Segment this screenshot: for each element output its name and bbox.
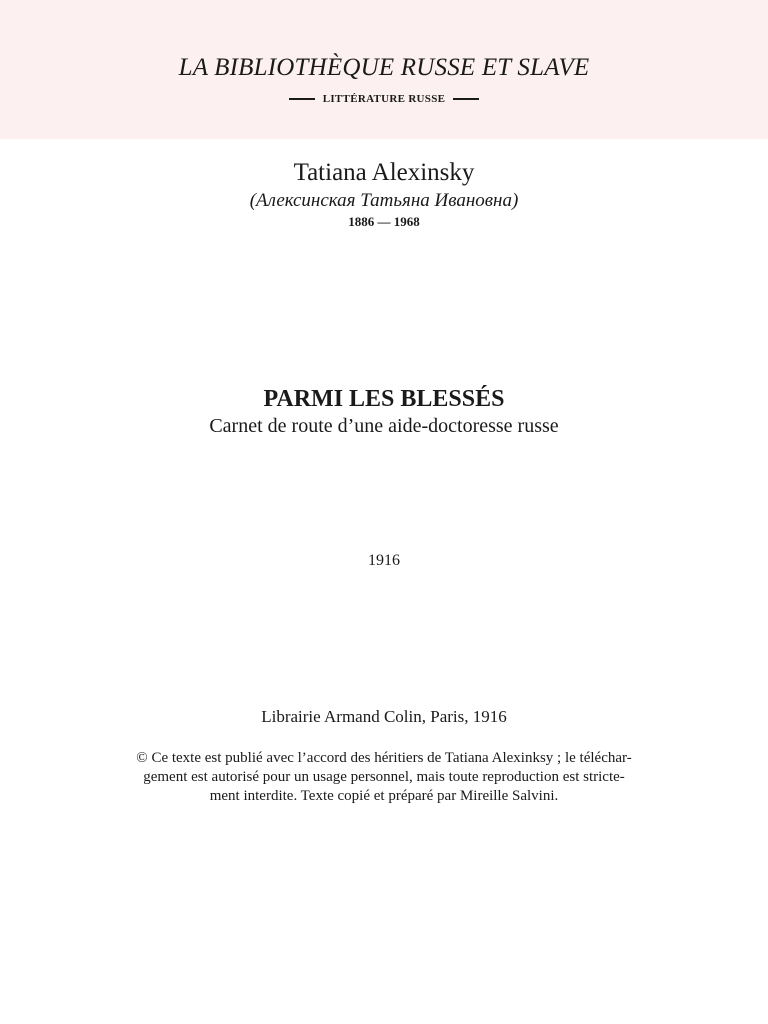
- series-title: LA BIBLIOTHÈQUE RUSSE ET SLAVE: [178, 54, 590, 81]
- copyright-line: ment interdite. Texte copié et préparé par Mireille Salvini.: [209, 788, 559, 804]
- copyright-notice: [80, 749, 688, 806]
- copyright-line: gement est autorisé pour un usage personnel, mais toute reproduction est stricte-: [143, 769, 625, 785]
- book-title: PARMI LES BLESSÉS: [263, 386, 505, 412]
- author-lifespan: 1886 — 1968: [348, 214, 420, 229]
- left-dash-rule: [289, 98, 315, 100]
- right-dash-rule: [453, 98, 479, 100]
- copyright-line: © Ce texte est publié avec l’accord des héritiers de Tatiana Alexinksy ; le téléchar-: [136, 750, 632, 766]
- author-name: Tatiana Alexinsky: [293, 159, 475, 186]
- publisher-line: Librairie Armand Colin, Paris, 1916: [261, 707, 507, 726]
- subseries-heading: [0, 92, 768, 106]
- subseries-label: LITTÉRATURE RUSSE: [322, 93, 446, 105]
- publication-year: 1916: [368, 552, 400, 569]
- book-subtitle: Carnet de route d’une aide-doctoresse russe: [209, 415, 559, 437]
- author-name-cyrillic: (Алексинская Татьяна Ивановна): [249, 190, 519, 211]
